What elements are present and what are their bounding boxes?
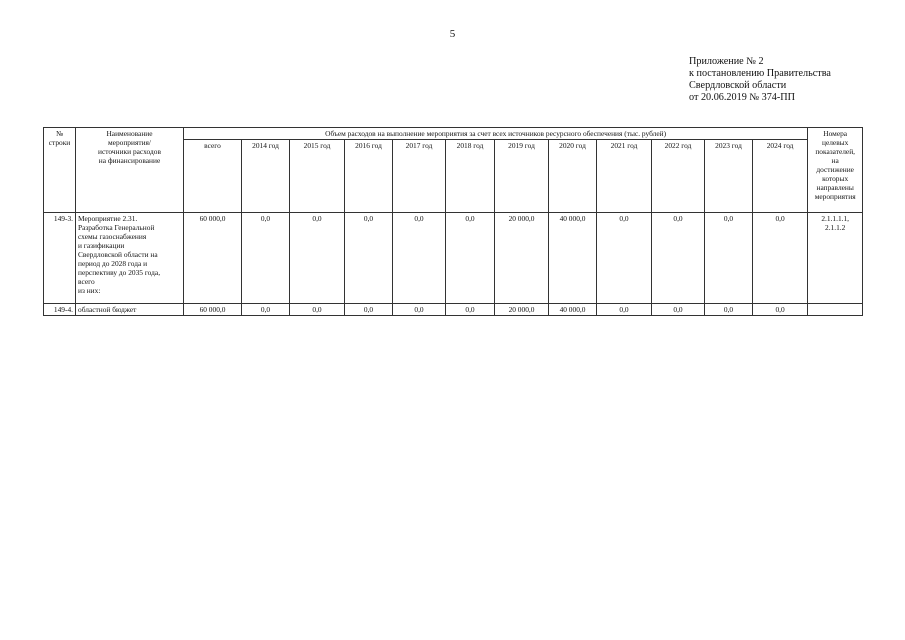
appendix-line: Свердловской области xyxy=(689,80,787,91)
value-cell: 0,0 xyxy=(242,304,290,316)
header-year: 2018 год xyxy=(446,140,495,213)
value-cell: 0,0 xyxy=(242,213,290,304)
header-year: 2019 год xyxy=(495,140,549,213)
value-cell: 0,0 xyxy=(753,213,808,304)
header-year: 2024 год xyxy=(753,140,808,213)
appendix-line: к постановлению Правительства xyxy=(689,68,831,79)
value-cell: 60 000,0 xyxy=(184,213,242,304)
table-row xyxy=(44,304,863,316)
value-cell: 0,0 xyxy=(597,304,652,316)
page-number: 5 xyxy=(449,28,456,40)
table-row xyxy=(44,213,863,304)
header-year: 2015 год xyxy=(290,140,345,213)
value-cell: 0,0 xyxy=(652,213,705,304)
value-cell: 20 000,0 xyxy=(495,304,549,316)
header-expenses-title: Объем расходов на выполнение мероприятия за счет всех источников ресурсного обеспечения (тыс. рублей) xyxy=(184,128,808,140)
value-cell: 40 000,0 xyxy=(549,213,597,304)
appendix-line: от 20.06.2019 № 374-ПП xyxy=(689,92,796,103)
row-name: областной бюджет xyxy=(76,304,184,316)
row-name: Мероприятие 2.31. Разработка Генеральной схемы газоснабжения и газификации Свердловской области на период до 2028 года и перспективу до 2035 года, всего из них: xyxy=(76,213,184,304)
header-year: 2017 год xyxy=(393,140,446,213)
appendix-header xyxy=(689,56,831,104)
header-year: 2020 год xyxy=(549,140,597,213)
value-cell: 0,0 xyxy=(446,304,495,316)
header-targets: Номера целевых показателей, на достижение которых направлены мероприятия xyxy=(808,128,863,213)
value-cell: 0,0 xyxy=(446,213,495,304)
value-cell: 0,0 xyxy=(705,213,753,304)
row-number: 149-3. xyxy=(44,213,76,304)
header-year: 2022 год xyxy=(652,140,705,213)
header-year: 2023 год xyxy=(705,140,753,213)
value-cell: 0,0 xyxy=(597,213,652,304)
value-cell: 60 000,0 xyxy=(184,304,242,316)
value-cell: 0,0 xyxy=(753,304,808,316)
value-cell: 0,0 xyxy=(652,304,705,316)
header-year: 2021 год xyxy=(597,140,652,213)
value-cell: 0,0 xyxy=(393,304,446,316)
header-year: 2014 год xyxy=(242,140,290,213)
expenses-table xyxy=(43,127,863,316)
value-cell: 0,0 xyxy=(345,213,393,304)
value-cell: 40 000,0 xyxy=(549,304,597,316)
value-cell: 0,0 xyxy=(290,213,345,304)
header-row-number: № строки xyxy=(44,128,76,213)
header-year: 2016 год xyxy=(345,140,393,213)
value-cell: 0,0 xyxy=(290,304,345,316)
row-targets xyxy=(808,304,863,316)
value-cell: 20 000,0 xyxy=(495,213,549,304)
row-number: 149-4. xyxy=(44,304,76,316)
value-cell: 0,0 xyxy=(345,304,393,316)
value-cell: 0,0 xyxy=(705,304,753,316)
header-name: Наименование мероприятия/ источники расходов на финансирование xyxy=(76,128,184,213)
row-targets: 2.1.1.1.1, 2.1.1.2 xyxy=(808,213,863,304)
header-row xyxy=(44,128,863,140)
appendix-line: Приложение № 2 xyxy=(689,56,764,67)
header-year: всего xyxy=(184,140,242,213)
value-cell: 0,0 xyxy=(393,213,446,304)
